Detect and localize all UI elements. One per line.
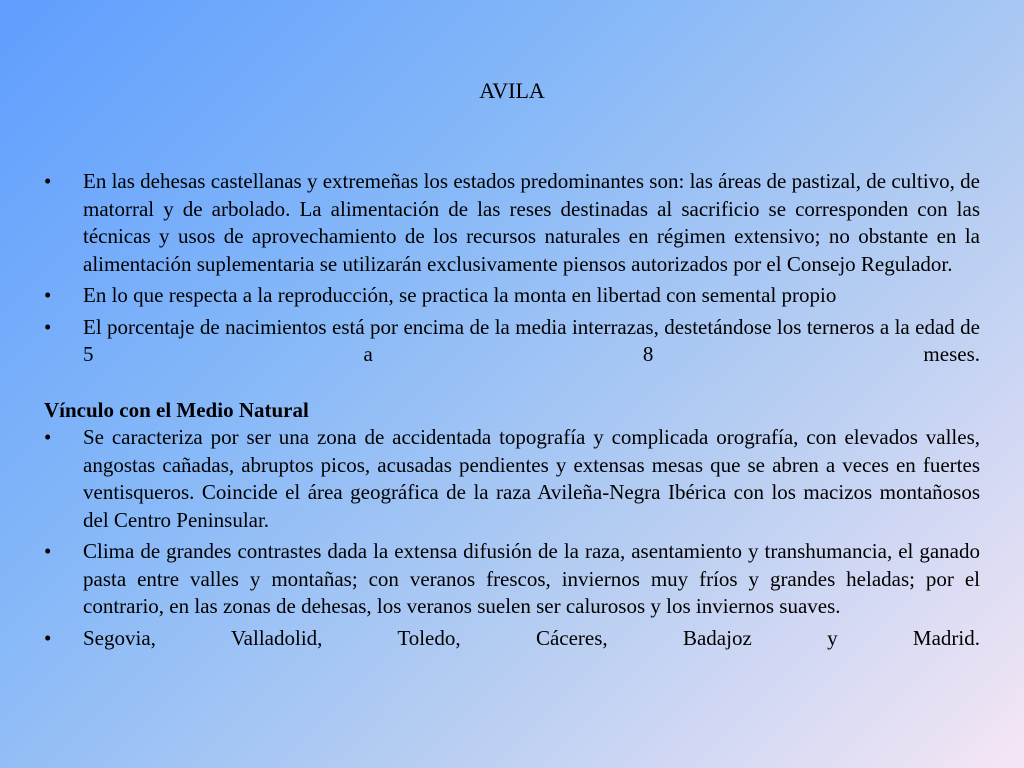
bullet-item <box>44 625 980 653</box>
bullet-text-climate: Clima de grandes contrastes dada la extensa difusión de la raza, asentamiento y transhumancia, el ganado pasta entre valles y montañas; con veranos frescos, inviernos muy fríos y grandes heladas; por el contrario, en las zonas de dehesas, los veranos suelen ser calurosos y los inviernos suaves. <box>83 539 980 618</box>
bullet-dot: • <box>44 425 52 449</box>
bullet-item <box>44 424 980 534</box>
slide-content <box>44 168 980 652</box>
bullet-text-reproduction: En lo que respecta a la reproducción, se practica la monta en libertad con semental propio <box>83 283 837 307</box>
bullet-item <box>44 538 980 621</box>
bullet-dot: • <box>44 539 52 563</box>
bullet-list-production <box>44 168 980 369</box>
bullet-dot: • <box>44 314 52 339</box>
bullet-text-provinces: Segovia, Valladolid, Toledo, Cáceres, Badajoz y Madrid. <box>83 625 980 650</box>
bullet-item <box>44 314 980 369</box>
bullet-item <box>44 168 980 278</box>
bullet-item <box>44 282 980 310</box>
slide-title: AVILA <box>479 78 545 103</box>
bullet-dot: • <box>44 283 52 307</box>
bullet-list-natural-environment <box>44 424 980 652</box>
bullet-dot: • <box>44 625 52 650</box>
bullet-text-topography: Se caracteriza por ser una zona de accidentada topografía y complicada orografía, con elevados valles, angostas cañadas, abruptos picos, acusadas pendientes y extensas mesas que se abren a veces en fuertes ventisqueros. Coincide el área geográfica de la raza Avileña-Negra Ibérica con los macizos montañosos del Centro Peninsular. <box>83 425 980 532</box>
bullet-dot: • <box>44 169 52 193</box>
section-heading: Vínculo con el Medio Natural <box>44 397 309 422</box>
bullet-text-births: El porcentaje de nacimientos está por encima de la media interrazas, destetándose los terneros a la edad de 5 a 8 meses. <box>83 314 980 366</box>
bullet-text-land-use: En las dehesas castellanas y extremeñas los estados predominantes son: las áreas de pastizal, de cultivo, de matorral y de arbolado. La alimentación de las reses destinadas al sacrificio se corresponden con las técnicas y usos de aprovechamiento de los recursos naturales en régimen extensivo; no obstante en la alimentación suplementaria se utilizarán exclusivamente piensos autorizados por el Consejo Regulador. <box>83 169 980 276</box>
